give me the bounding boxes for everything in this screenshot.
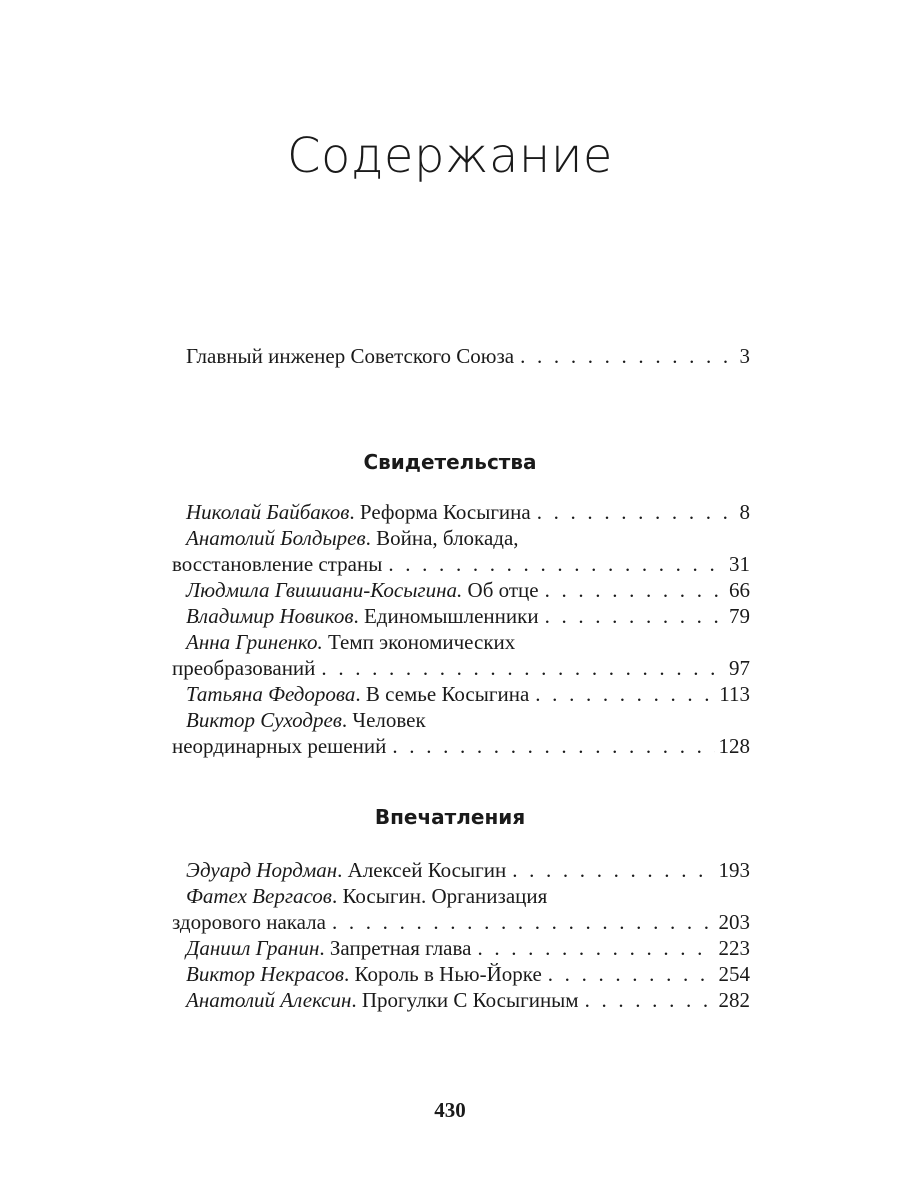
entry-page: 223 bbox=[718, 936, 750, 960]
entry-page: 8 bbox=[739, 500, 750, 524]
entry-page: 97 bbox=[729, 656, 750, 680]
entry-author: Анна Гриненко. bbox=[186, 630, 323, 654]
leader-dots bbox=[392, 733, 714, 759]
entry-page: 193 bbox=[718, 858, 750, 882]
entry-page: 3 bbox=[739, 344, 750, 368]
entry-title-continued: восстановление страны bbox=[172, 552, 383, 576]
entry-title: . Алексей Косыгин bbox=[337, 858, 507, 882]
entry-author: Людмила Гвишиани-Косыгина. bbox=[186, 578, 463, 602]
toc-entry[interactable] bbox=[172, 629, 750, 681]
toc-entry[interactable] bbox=[186, 961, 750, 987]
entry-title: . Косыгин. Организация bbox=[331, 884, 548, 908]
leader-dots bbox=[585, 987, 715, 1013]
toc-entry[interactable] bbox=[186, 343, 750, 369]
page-title: Содержание bbox=[287, 128, 613, 184]
entry-author: Виктор Суходрев bbox=[186, 708, 342, 732]
toc-section-2 bbox=[172, 857, 750, 1013]
entry-author: Анатолий Алексин bbox=[186, 988, 352, 1012]
entry-page: 79 bbox=[729, 604, 750, 628]
toc-entry[interactable] bbox=[186, 857, 750, 883]
entry-author: Владимир Новиков bbox=[186, 604, 354, 628]
entry-page: 203 bbox=[718, 910, 750, 934]
toc-entry[interactable] bbox=[172, 707, 750, 759]
entry-title: . Король в Нью-Йорке bbox=[344, 962, 542, 986]
toc-entry[interactable] bbox=[186, 987, 750, 1013]
entry-title: Темп экономических bbox=[322, 630, 516, 654]
leader-dots bbox=[537, 499, 736, 525]
entry-page: 128 bbox=[718, 734, 750, 758]
entry-page: 66 bbox=[729, 578, 750, 602]
toc-entry[interactable] bbox=[186, 681, 750, 707]
leader-dots bbox=[321, 655, 725, 681]
entry-title: . Прогулки С Косыгиным bbox=[351, 988, 579, 1012]
entry-title-continued: здорового накала bbox=[172, 910, 326, 934]
entry-title: Об отце bbox=[462, 578, 539, 602]
leader-dots bbox=[520, 343, 735, 369]
leader-dots bbox=[512, 857, 714, 883]
entry-author: Виктор Некрасов bbox=[186, 962, 345, 986]
entry-page: 282 bbox=[718, 988, 750, 1012]
entry-author: Анатолий Болдырев bbox=[186, 526, 366, 550]
entry-title: . Человек bbox=[341, 708, 426, 732]
entry-page: 113 bbox=[719, 682, 750, 706]
entry-author: Эдуард Нордман bbox=[186, 858, 338, 882]
toc-entry[interactable] bbox=[172, 883, 750, 935]
section-heading: Свидетельства bbox=[363, 450, 537, 474]
entry-author: Николай Байбаков bbox=[186, 500, 350, 524]
entry-author: Даниил Гранин bbox=[186, 936, 320, 960]
entry-author: Фатех Вергасов bbox=[186, 884, 332, 908]
toc-entry[interactable] bbox=[172, 525, 750, 577]
page-number: 430 bbox=[434, 1098, 466, 1122]
leader-dots bbox=[332, 909, 715, 935]
leader-dots bbox=[535, 681, 715, 707]
entry-title: . Единомышленники bbox=[353, 604, 539, 628]
entry-title: Главный инженер Советского Союза bbox=[186, 344, 515, 368]
entry-title: . Война, блокада, bbox=[365, 526, 519, 550]
toc-entry[interactable] bbox=[186, 577, 750, 603]
leader-dots bbox=[388, 551, 725, 577]
entry-page: 254 bbox=[718, 962, 750, 986]
leader-dots bbox=[477, 935, 714, 961]
leader-dots bbox=[545, 603, 725, 629]
toc-intro bbox=[186, 343, 750, 369]
entry-author: Татьяна Федорова bbox=[186, 682, 356, 706]
entry-page: 31 bbox=[729, 552, 750, 576]
toc-section-1 bbox=[172, 499, 750, 759]
entry-title: . Запретная глава bbox=[319, 936, 472, 960]
toc-entry[interactable] bbox=[186, 603, 750, 629]
toc-entry[interactable] bbox=[186, 499, 750, 525]
entry-title-continued: неординарных решений bbox=[172, 734, 387, 758]
entry-title-continued: преобразований bbox=[172, 656, 316, 680]
toc-entry[interactable] bbox=[186, 935, 750, 961]
entry-title: . В семье Косыгина bbox=[355, 682, 530, 706]
entry-title: . Реформа Косыгина bbox=[349, 500, 531, 524]
leader-dots bbox=[548, 961, 715, 987]
section-heading: Впечатления bbox=[374, 805, 526, 829]
leader-dots bbox=[545, 577, 725, 603]
